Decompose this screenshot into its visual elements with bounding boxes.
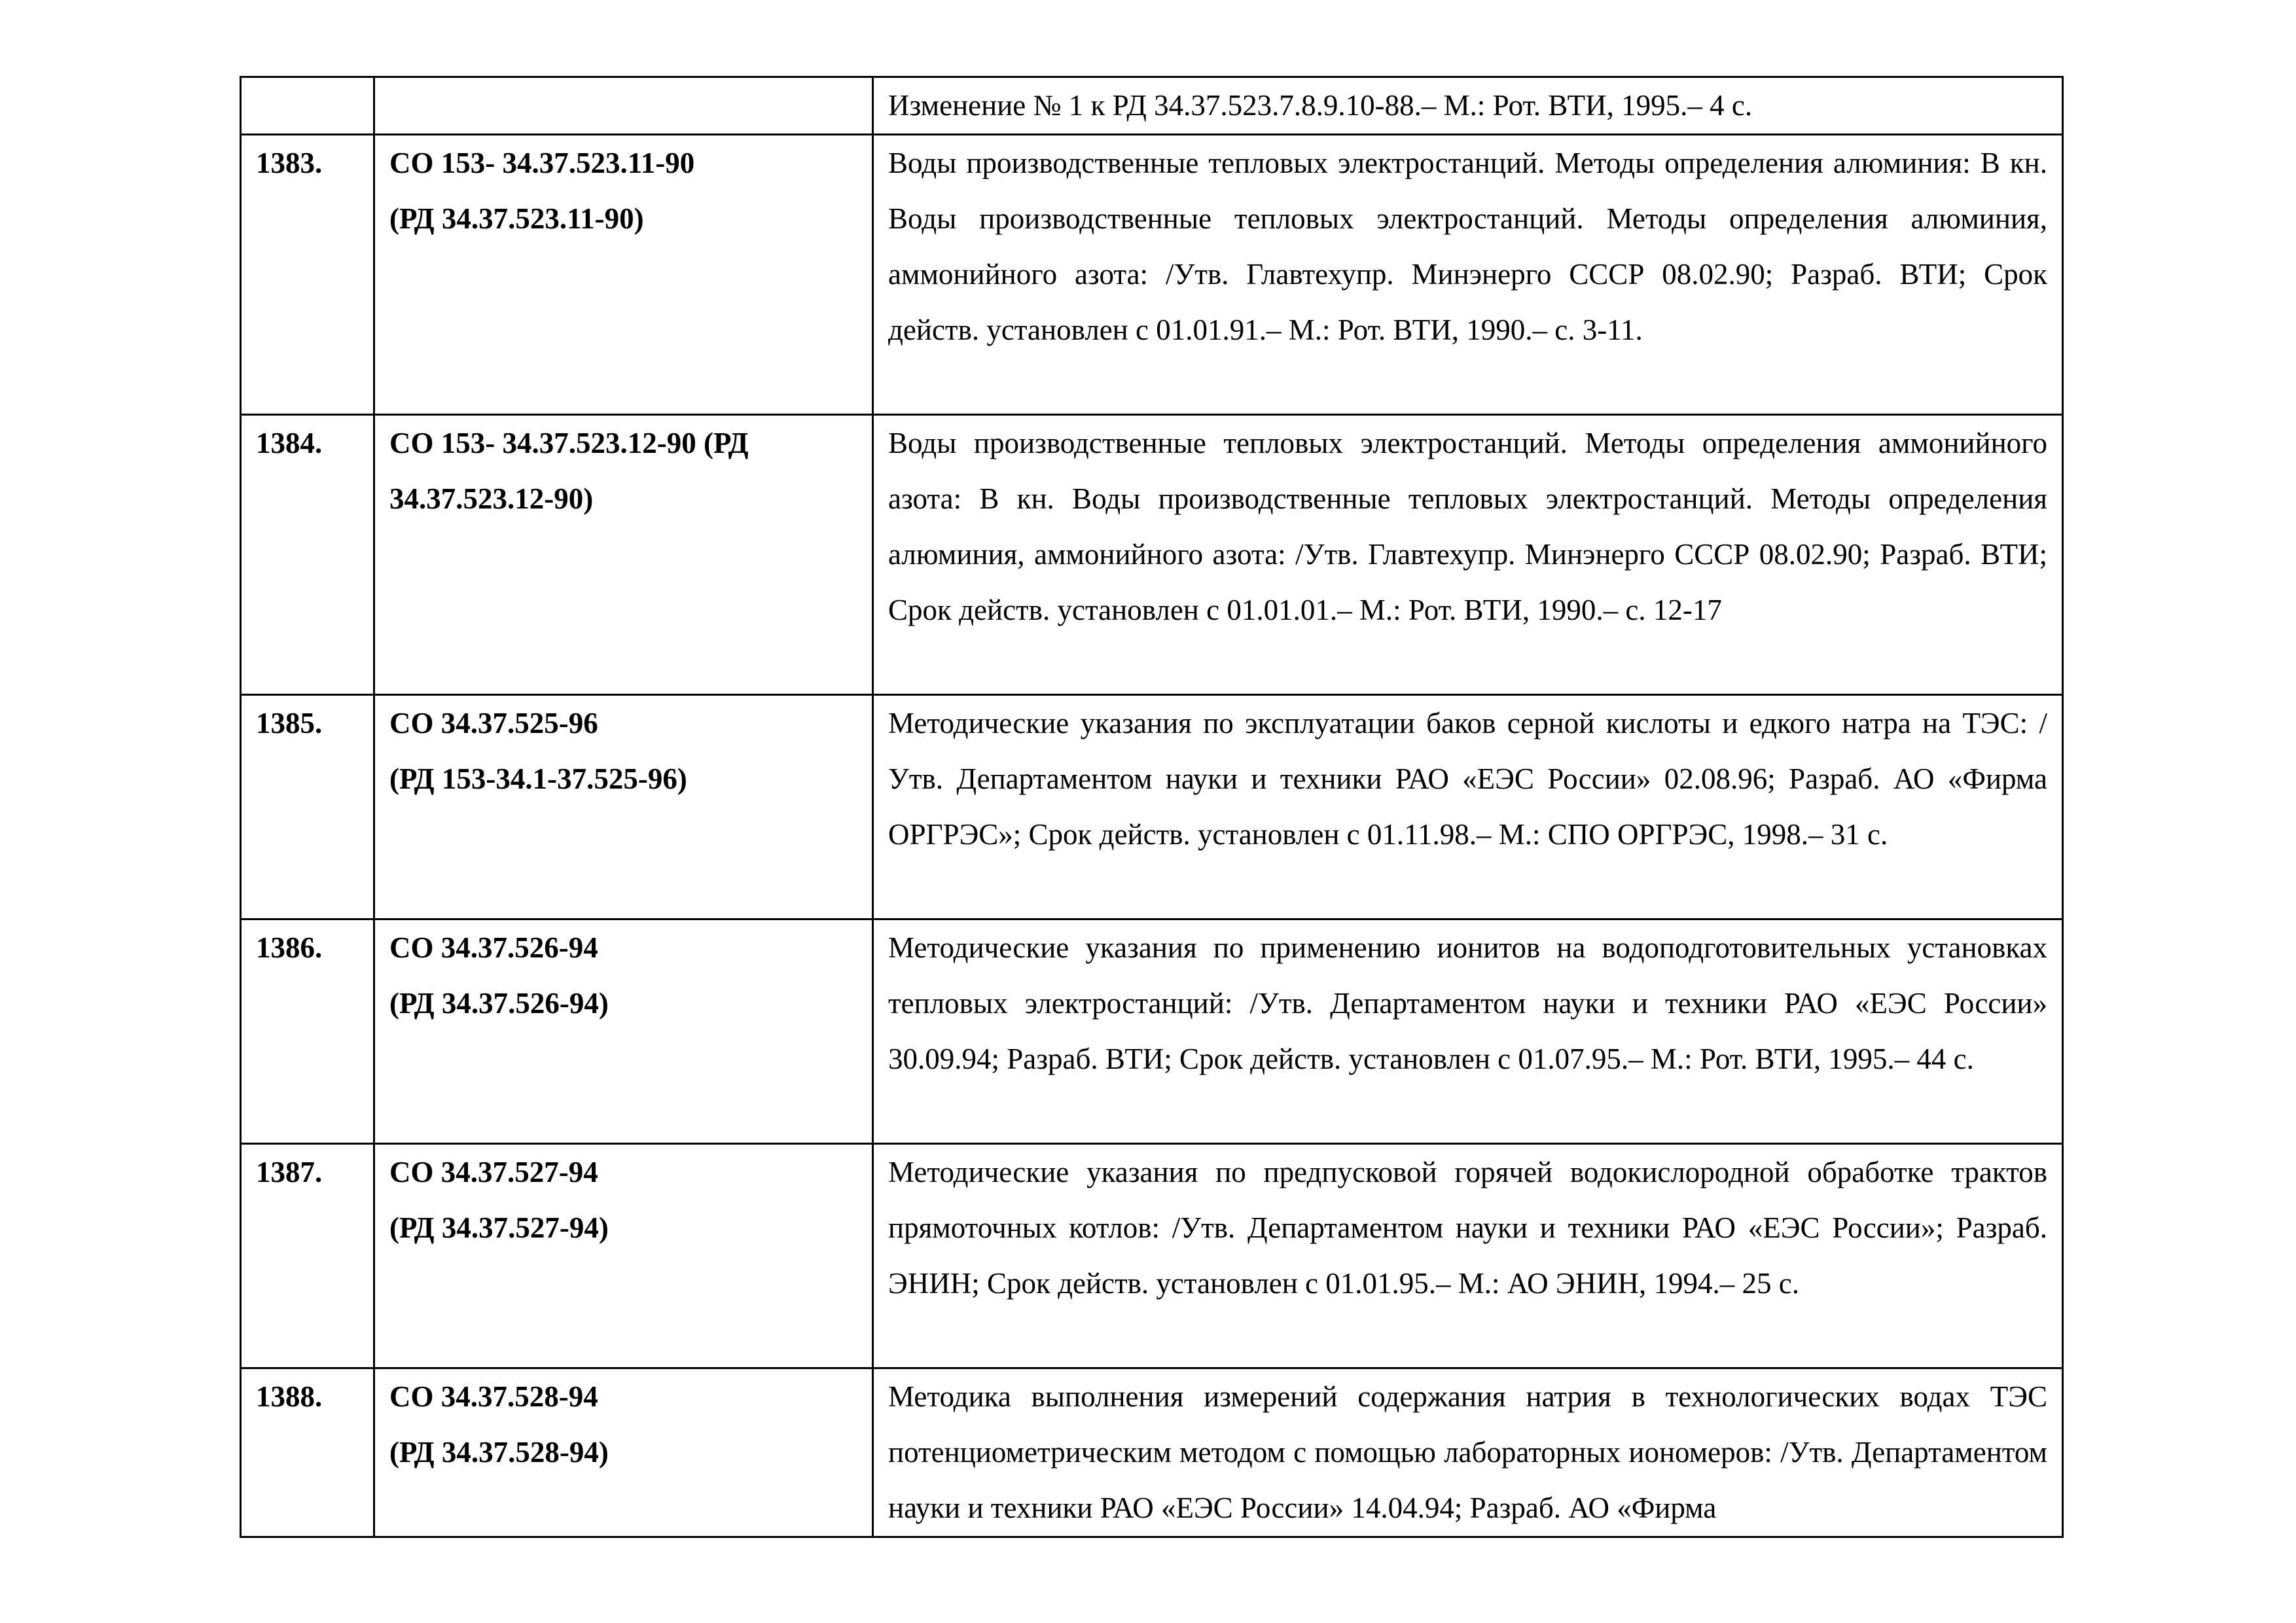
table-row <box>241 695 2063 919</box>
document-code-line: (РД 34.37.528-94) <box>389 1436 609 1469</box>
document-code <box>374 135 873 415</box>
entry-number <box>241 77 374 135</box>
document-description: Методические указания по применению ионитов на водоподготовительных установках тепловых электростанций: /Утв. Департаментом науки и техники РАО «ЕЭС России» 30.09.94; Разраб. ВТИ; Срок действ. установлен с 01.07.95.– М.: Рот. ВТИ, 1995.– 44 с. <box>873 919 2063 1144</box>
document-code-line: СО 34.37.528-94 <box>389 1380 598 1413</box>
document-code-line: (РД 153-34.1-37.525-96) <box>389 762 687 795</box>
table-row <box>241 135 2063 415</box>
document-code-line: СО 153- 34.37.523.12-90 (РД <box>389 427 749 459</box>
entry-number: 1385. <box>241 695 374 919</box>
document-code <box>374 695 873 919</box>
table-row <box>241 919 2063 1144</box>
document-code-line: (РД 34.37.523.11-90) <box>389 202 644 235</box>
document-code-line: СО 34.37.527-94 <box>389 1156 598 1188</box>
document-description: Воды производственные тепловых электростанций. Методы определения алюминия: В кн. Воды производственные тепловых электростанций. Методы определения алюминия, аммонийного азота: /Утв. Главтехупр. Минэнерго СССР 08.02.90; Разраб. ВТИ; Срок действ. установлен с 01.01.91.– М.: Рот. ВТИ, 1990.– с. 3-11. <box>873 135 2063 415</box>
table-row <box>241 1144 2063 1368</box>
document-code-line: СО 153- 34.37.523.11-90 <box>389 147 695 179</box>
document-description: Воды производственные тепловых электростанций. Методы определения аммонийного азота: В кн. Воды производственные тепловых электростанций. Методы определения алюминия, аммонийного азота: /Утв. Главтехупр. Минэнерго СССР 08.02.90; Разраб. ВТИ; Срок действ. установлен с 01.01.01.– М.: Рот. ВТИ, 1990.– с. 12-17 <box>873 415 2063 695</box>
document-description: Методические указания по предпусковой горячей водокислородной обработке трактов прямоточных котлов: /Утв. Департаментом науки и техники РАО «ЕЭС России»; Разраб. ЭНИН; Срок действ. установлен с 01.01.95.– М.: АО ЭНИН, 1994.– 25 с. <box>873 1144 2063 1368</box>
document-code-line: (РД 34.37.526-94) <box>389 987 609 1020</box>
table-row <box>241 77 2063 135</box>
document-code <box>374 415 873 695</box>
document-code <box>374 919 873 1144</box>
document-code-line: 34.37.523.12-90) <box>389 482 594 515</box>
table-row <box>241 415 2063 695</box>
entry-number: 1387. <box>241 1144 374 1368</box>
document-description: Методика выполнения измерений содержания натрия в технологических водах ТЭС потенциометрическим методом с помощью лабораторных иономеров: /Утв. Департаментом науки и техники РАО «ЕЭС России» 14.04.94; Разраб. АО «Фирма <box>873 1368 2063 1537</box>
standards-table <box>240 76 2064 1538</box>
entry-number: 1383. <box>241 135 374 415</box>
document-code-line: СО 34.37.525-96 <box>389 707 598 740</box>
table-row <box>241 1368 2063 1537</box>
document-description: Изменение № 1 к РД 34.37.523.7.8.9.10-88.– М.: Рот. ВТИ, 1995.– 4 с. <box>873 77 2063 135</box>
document-description: Методические указания по эксплуатации баков серной кислоты и едкого натра на ТЭС: /Утв. Департаментом науки и техники РАО «ЕЭС России» 02.08.96; Разраб. АО «Фирма ОРГРЭС»; Срок действ. установлен с 01.11.98.– М.: СПО ОРГРЭС, 1998.– 31 с. <box>873 695 2063 919</box>
entry-number: 1388. <box>241 1368 374 1537</box>
document-code-line: (РД 34.37.527-94) <box>389 1211 609 1244</box>
entry-number: 1384. <box>241 415 374 695</box>
document-code <box>374 77 873 135</box>
document-code <box>374 1144 873 1368</box>
entry-number: 1386. <box>241 919 374 1144</box>
document-code <box>374 1368 873 1537</box>
document-code-line: СО 34.37.526-94 <box>389 931 598 964</box>
